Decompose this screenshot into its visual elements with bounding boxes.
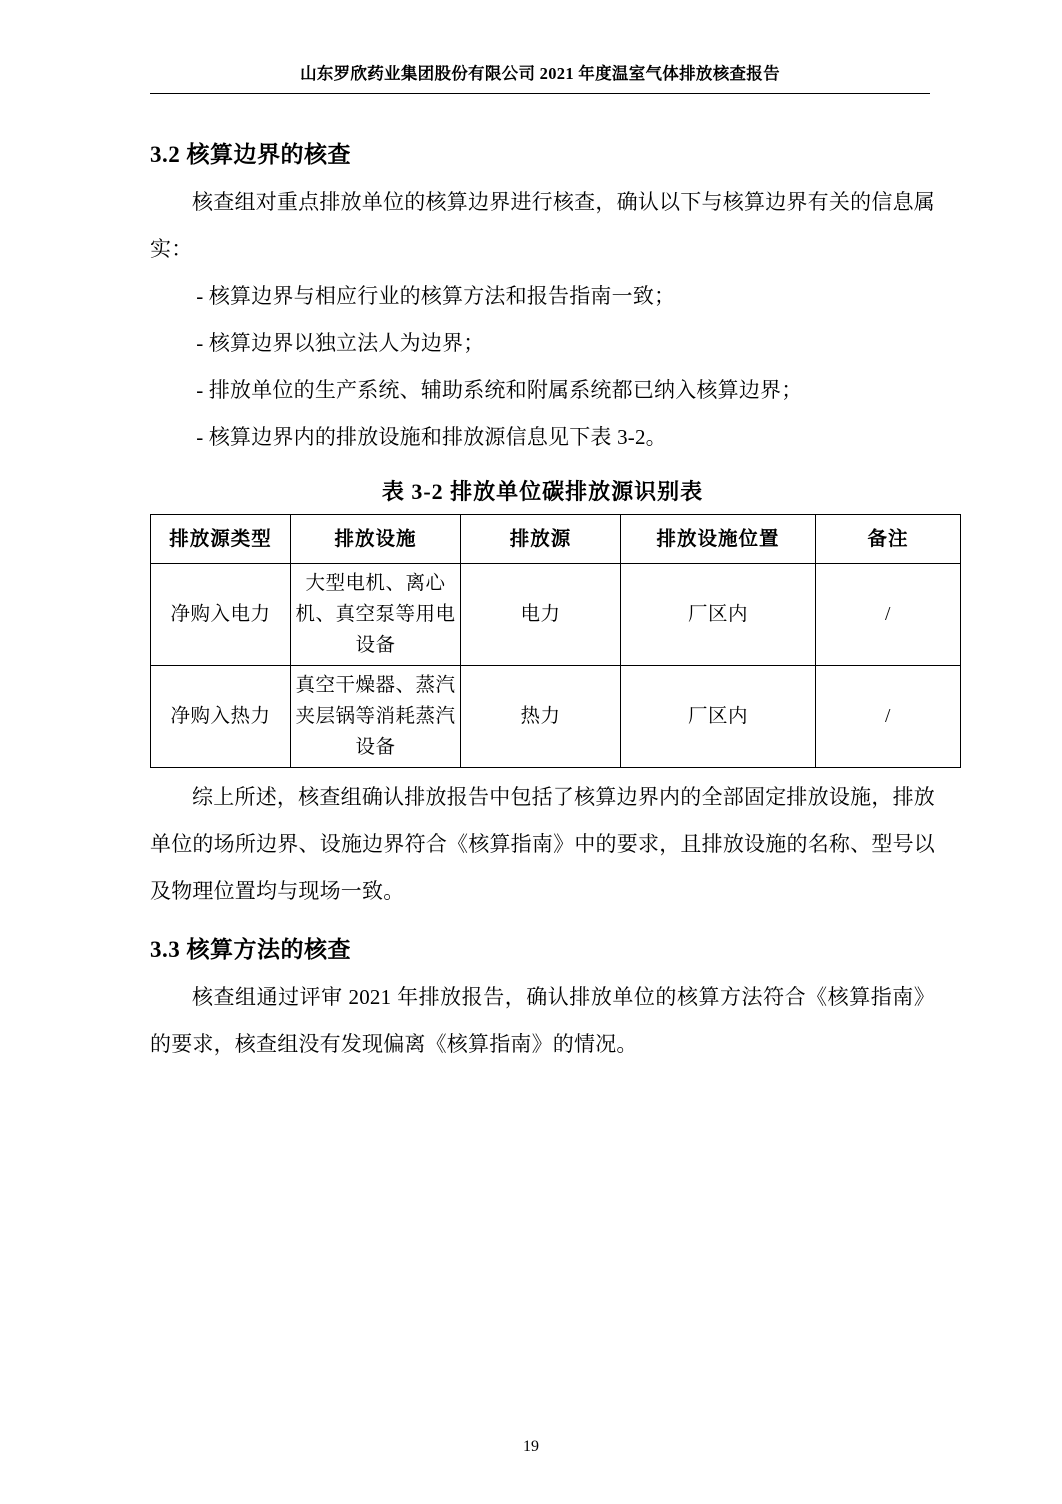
cell-remark-row1: / [816,564,961,666]
bullet-item-4: - 核算边界内的排放设施和排放源信息见下表 3-2。 [196,425,667,449]
table-header-cell-type: 排放源类型 [151,515,291,564]
cell-type-row1: 净购入电力 [151,564,291,666]
running-header: 山东罗欣药业集团股份有限公司 2021 年度温室气体排放核查报告 [150,60,930,94]
bullet-item-1: - 核算边界与相应行业的核算方法和报告指南一致； [196,284,676,308]
cell-remark-row2: / [816,666,961,768]
page-content [150,120,935,1068]
bullet-item-3: - 排放单位的生产系统、辅助系统和附属系统都已纳入核算边界； [196,378,803,402]
page-number: 19 [523,1438,539,1455]
section-heading-3-2: 3.2 核算边界的核查 [150,142,351,167]
section-3-3-paragraph: 核查组通过评审 2021 年排放报告，确认排放单位的核算方法符合《核算指南》的要求，核查组没有发现偏离《核算指南》的情况。 [150,985,935,1056]
cell-location-row1: 厂区内 [621,564,816,666]
emission-source-table [150,514,961,768]
table-header-row [151,515,961,564]
table-header-cell-remark: 备注 [816,515,961,564]
cell-location-row2: 厂区内 [621,666,816,768]
section-3-2-intro-paragraph: 核查组对重点排放单位的核算边界进行核查，确认以下与核算边界有关的信息属实： [150,190,935,261]
table-header-cell-facility: 排放设施 [291,515,461,564]
cell-source-row1: 电力 [461,564,621,666]
section-3-2-summary-paragraph: 综上所述，核查组确认排放报告中包括了核算边界内的全部固定排放设施，排放单位的场所边界、设施边界符合《核算指南》中的要求，且排放设施的名称、型号以及物理位置均与现场一致。 [150,785,935,903]
bullet-item-2: - 核算边界以独立法人为边界； [196,331,485,355]
cell-facility-row2: 真空干燥器、蒸汽夹层锅等消耗蒸汽设备 [291,666,461,768]
table-header-cell-source: 排放源 [461,515,621,564]
cell-source-row2: 热力 [461,666,621,768]
table-row [151,564,961,666]
section-heading-3-3: 3.3 核算方法的核查 [150,937,351,962]
cell-facility-row1: 大型电机、离心机、真空泵等用电设备 [291,564,461,666]
table-caption: 表 3-2 排放单位碳排放源识别表 [381,479,704,504]
cell-type-row2: 净购入热力 [151,666,291,768]
table-row [151,666,961,768]
table-header-cell-location: 排放设施位置 [621,515,816,564]
